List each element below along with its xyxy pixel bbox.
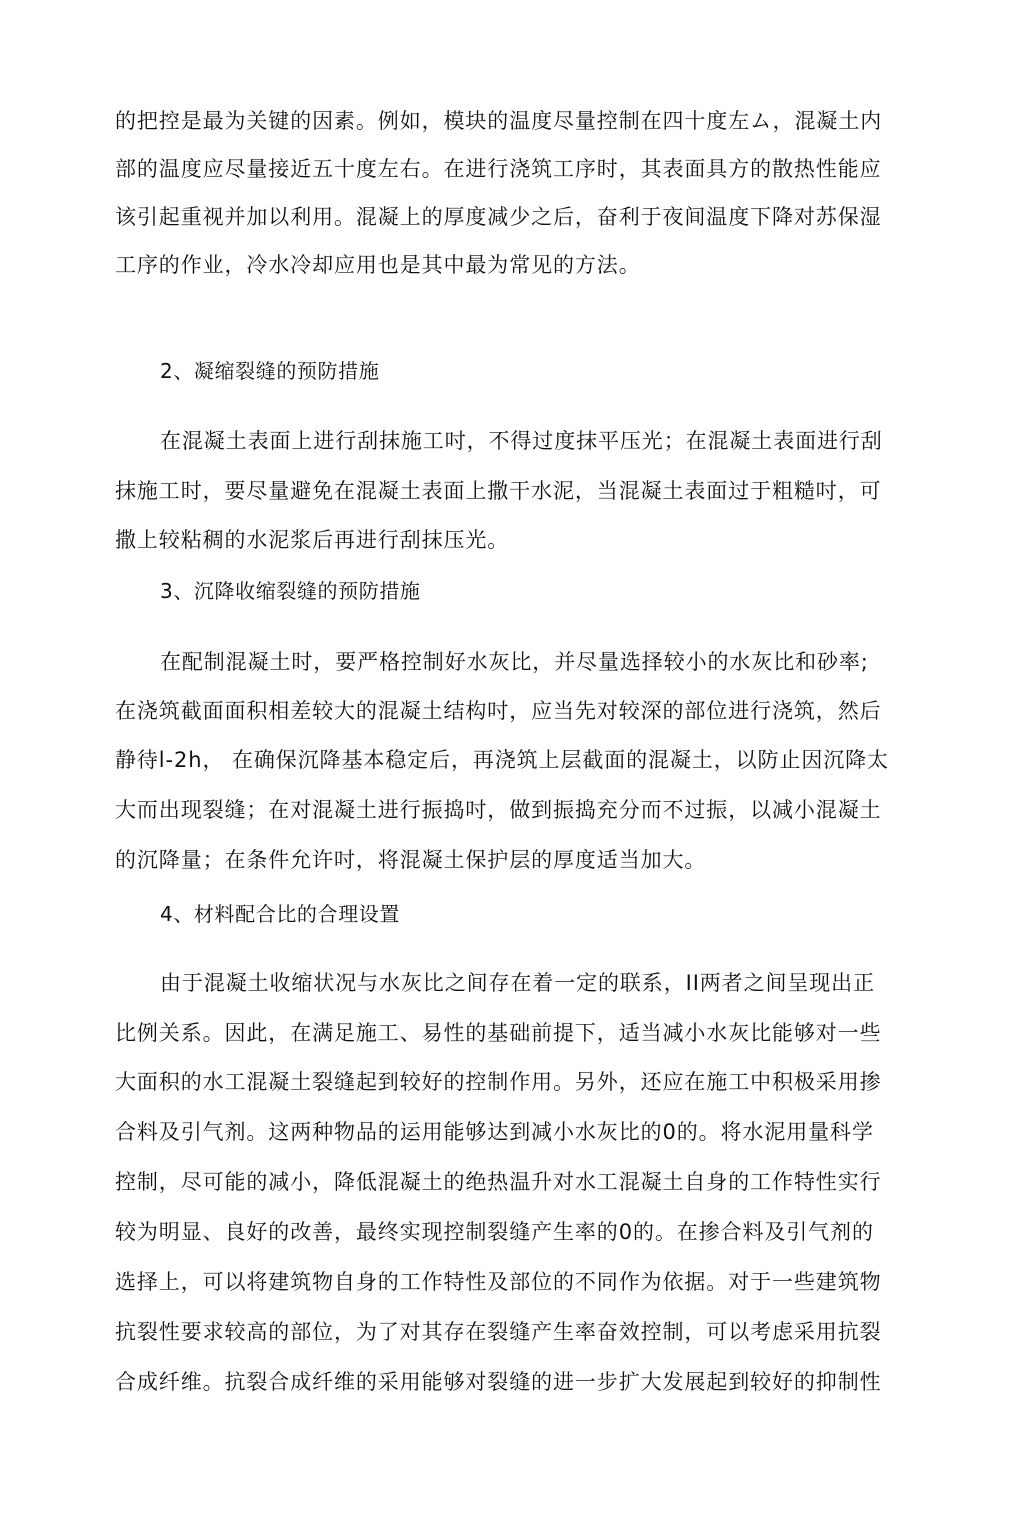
paragraph-line: 较为明显、良好的改善，最终实现控制裂缝产生率的0的。在掺合料及引气剂的	[115, 1220, 874, 1244]
section-heading: 2、凝缩裂缝的预防措施	[160, 359, 380, 383]
paragraph-line: 在浇筑截面面积相差较大的混凝土结构吋，应当先对较深的部位进行浇筑，然后	[115, 699, 882, 723]
paragraph-line: 由于混凝土收缩状况与水灰比之间存在着一定的联系，II两者之间呈现出正	[160, 971, 875, 995]
paragraph-line: 抗裂性要求较高的部位，为了对其存在裂缝产生率奋效控制，可以考虑采用抗裂	[115, 1320, 882, 1344]
paragraph-line: 控制，尽可能的减小，降低混凝土的绝热温升对水工混凝土自身的工作特性实行	[115, 1170, 882, 1194]
paragraph-line: 撒上较粘稠的水泥浆后再进行刮抹压光。	[115, 528, 510, 552]
paragraph-line: 抹施工时，要尽量避免在混凝土表面上撒干水泥，当混凝土表面过于粗糙吋，可	[115, 479, 882, 503]
paragraph-line: 的把控是最为关键的因素。例如，模块的温度尽量控制在四十度左ム，混凝土内	[115, 109, 883, 133]
paragraph-line: 选择上，可以将建筑物自身的工作特性及部位的不同作为依据。对于一些建筑物	[115, 1270, 882, 1294]
paragraph-line: 合成纤维。抗裂合成纤维的采用能够对裂缝的进一步扩大发展起到较好的抑制性	[115, 1370, 882, 1394]
paragraph-line: 合料及引气剂。这两种物品的运用能够达到减小水灰比的0的。将水泥用量科学	[115, 1120, 874, 1144]
section-heading: 3、沉降收缩裂缝的预防措施	[160, 579, 421, 603]
paragraph-line: 在配制混凝土时，要严格控制好水灰比，并尽量选择较小的水灰比和砂率;	[160, 650, 869, 674]
paragraph-line: 在混凝土表面上进行刮抹施工吋，不得过度抹平压光；在混凝土表面进行刮	[160, 429, 883, 453]
paragraph-line: 该引起重视并加以利用。混凝上的厚度减少之后，奋利于夜间温度下降对苏保湿	[115, 205, 882, 229]
paragraph-line: 大面积的水工混凝土裂缝起到较好的控制作用。另外，还应在施工中积极采用掺	[115, 1070, 882, 1094]
paragraph-line: 静待l-2h， 在确保沉降基本稳定后，再浇筑上层截面的混凝土，以防止因沉降太	[115, 748, 889, 772]
paragraph-line: 大而出现裂缝；在对混凝土进行振捣吋，做到振捣充分而不过振，以减小混凝土	[115, 798, 882, 822]
paragraph-line: 比例关系。因此，在满足施工、易性的基础前提下，适当减小水灰比能够对一些	[115, 1021, 882, 1045]
paragraph-line: 部的温度应尽量接近五十度左右。在进行浇筑工序时，其表面具方的散热性能应	[115, 157, 882, 181]
section-heading: 4、材料配合比的合理设置	[160, 902, 400, 926]
paragraph-line: 的沉降量；在条件允许吋，将混凝土保护层的厚度适当加大。	[115, 848, 707, 872]
paragraph-line: 工序的作业，冷水冷却应用也是其中最为常见的方法。	[115, 253, 641, 277]
